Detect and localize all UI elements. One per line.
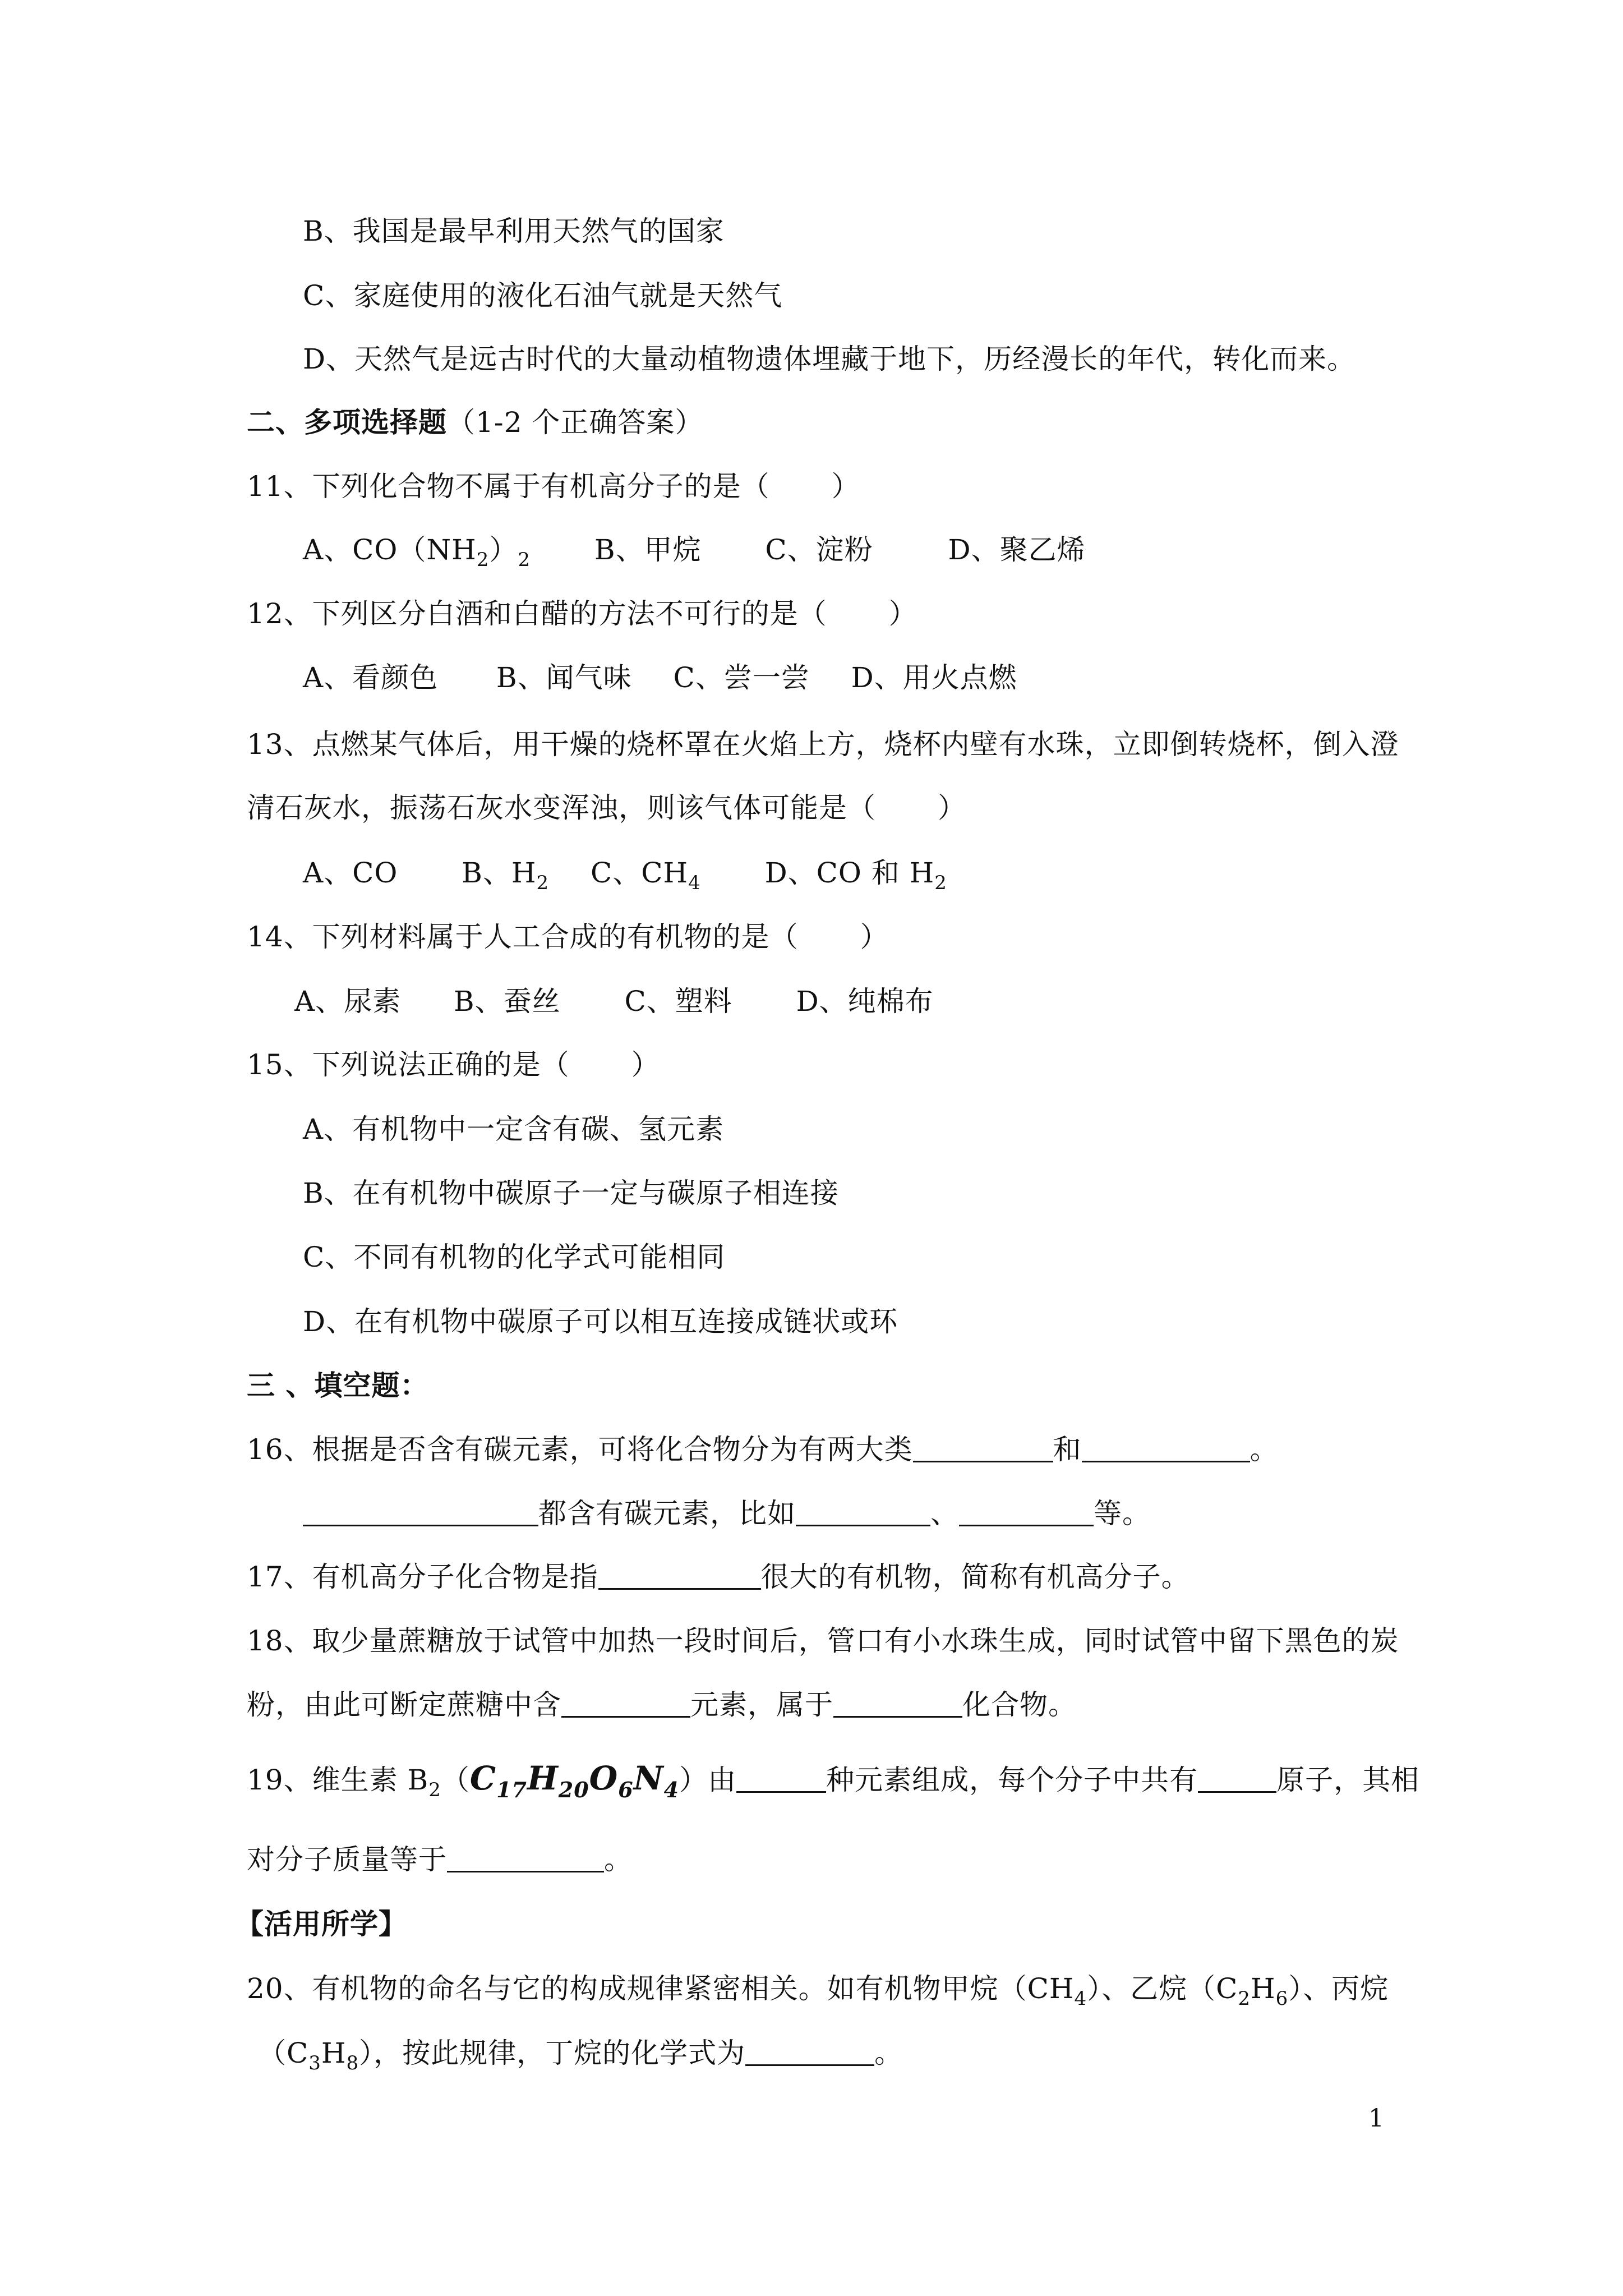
q15-stem-text: 15、下列说法正确的是（ <box>247 1048 570 1081</box>
q13-line2-text: 清石灰水，振荡石灰水变浑浊，则该气体可能是（ <box>247 792 876 824</box>
q12-option-b: B、闻气味 <box>496 661 632 694</box>
q19-line1 <box>247 1761 1419 1807</box>
section2-note: （1-2 个正确答案） <box>447 406 704 439</box>
q13-line1: 13、点燃某气体后，用干燥的烧杯罩在火焰上方，烧杯内壁有水珠，立即倒转烧杯，倒入澄 <box>247 728 1399 761</box>
q15-option-a: A、有机物中一定含有碳、氢元素 <box>303 1113 725 1145</box>
q13-options <box>303 856 947 900</box>
q13-option-c: C、$CH_4$ <box>590 857 701 894</box>
q18-line2-end: 化合物。 <box>962 1688 1077 1721</box>
q11-stem-text: 11、下列化合物不属于有机高分子的是（ <box>247 470 770 503</box>
q10-option-c: C、家庭使用的液化石油气就是天然气 <box>303 279 783 312</box>
q20-line1: 20、有机物的命名与它的构成规律紧密相关。如有机物甲烷$(CH_4)$、乙烷$(C_2H_6)$、丙烷 <box>247 1972 1389 2010</box>
q13-close: ） <box>938 792 966 824</box>
q16-line1-and: 和 <box>1053 1433 1082 1466</box>
q10-option-b: B、我国是最早利用天然气的国家 <box>303 215 725 247</box>
q16-line2 <box>303 1497 1151 1530</box>
q15-option-b: B、在有机物中碳原子一定与碳原子相连接 <box>303 1177 839 1209</box>
q19-blank-2[interactable] <box>1198 1764 1276 1793</box>
q13-option-d: D、CO 和 $H_2$ <box>764 857 947 894</box>
q19-text-mid2: 原子，其相 <box>1276 1764 1420 1796</box>
q12-option-d: D、用火点燃 <box>851 661 1017 694</box>
q20-blank[interactable] <box>745 2037 874 2066</box>
q14-option-d: D、纯棉布 <box>796 985 934 1018</box>
q12-option-a: A、看颜色 <box>303 661 439 694</box>
q19-line2-text: 对分子质量等于 <box>247 1843 447 1876</box>
q14-option-a: A、尿素 <box>294 985 402 1018</box>
q12-close: ） <box>888 597 917 630</box>
q13-option-b: B、$H_2$ <box>462 857 550 894</box>
q12-stem-text: 12、下列区分白酒和白醋的方法不可行的是（ <box>247 597 827 630</box>
q14-options <box>294 984 934 1018</box>
q14-option-c: C、塑料 <box>624 985 732 1018</box>
q19-formula: $C_{17}H_{20}O_6N_4$ <box>469 1759 680 1802</box>
q18-line1: 18、取少量蔗糖放于试管中加热一段时间后，管口有小水珠生成，同时试管中留下黑色的炭 <box>247 1625 1399 1657</box>
q19-line2-end: 。 <box>604 1843 633 1876</box>
q19-blank-3[interactable] <box>447 1844 604 1872</box>
q18-blank-1[interactable] <box>561 1689 690 1718</box>
q19-text-mid1: 种元素组成，每个分子中共有 <box>826 1764 1198 1796</box>
q16-blank-3[interactable] <box>303 1498 538 1526</box>
q12-stem <box>247 597 917 631</box>
q17-line <box>247 1560 1190 1594</box>
q16-line2-sep: 、 <box>930 1497 959 1530</box>
q12-options <box>303 661 1017 694</box>
q11-option-b: B、甲烷 <box>594 533 702 566</box>
q16-line1-text: 16、根据是否含有碳元素，可将化合物分为有两大类 <box>247 1433 913 1466</box>
q14-option-b: B、蚕丝 <box>453 985 561 1018</box>
q14-stem <box>247 920 889 954</box>
q18-line2-mid: 元素，属于 <box>690 1688 833 1721</box>
q11-stem <box>247 470 860 503</box>
q16-blank-2[interactable] <box>1082 1434 1250 1462</box>
section3-title: 三 、填空题： <box>247 1369 429 1402</box>
q15-option-c: C、不同有机物的化学式可能相同 <box>303 1241 726 1273</box>
q11-option-d: D、聚乙烯 <box>948 533 1086 566</box>
q16-line2-end: 等。 <box>1094 1497 1151 1530</box>
q20-line2: $(C_3H_8)$，按此规律，丁烷的化学式为 。 <box>258 2037 903 2074</box>
q13-option-a: A、CO <box>303 857 398 889</box>
q17-blank[interactable] <box>598 1561 761 1590</box>
q10-option-d: D、天然气是远古时代的大量动植物遗体埋藏于地下，历经漫长的年代，转化而来。 <box>303 343 1356 375</box>
q15-option-d: D、在有机物中碳原子可以相互连接成链状或环 <box>303 1305 898 1338</box>
q11-option-c: C、淀粉 <box>765 533 873 566</box>
q19-line2 <box>247 1843 633 1876</box>
q15-close: ） <box>631 1048 660 1081</box>
q16-blank-1[interactable] <box>913 1434 1053 1462</box>
q17-text-post: 很大的有机物，简称有机高分子。 <box>760 1561 1190 1593</box>
q11-option-a: A、$CO(NH_2)_2$ <box>303 533 531 571</box>
q19-blank-1[interactable] <box>736 1764 826 1793</box>
q18-blank-2[interactable] <box>833 1689 962 1718</box>
q14-stem-text: 14、下列材料属于人工合成的有机物的是（ <box>247 921 799 953</box>
q14-close: ） <box>860 921 889 953</box>
q16-blank-5[interactable] <box>959 1498 1094 1526</box>
q13-line2 <box>247 791 966 825</box>
q16-line2-text: 都含有碳元素，比如 <box>538 1497 796 1530</box>
q19-paren-close: ）由 <box>679 1764 737 1796</box>
q19-text-pre: 19、维生素 $B_2$（ <box>247 1764 470 1801</box>
q16-blank-4[interactable] <box>796 1498 930 1526</box>
q11-close: ） <box>831 470 860 503</box>
q15-stem <box>247 1048 660 1082</box>
page-number: 1 <box>1368 2104 1384 2133</box>
q12-option-c: C、尝一尝 <box>673 661 810 694</box>
q16-line1-end: 。 <box>1249 1433 1279 1466</box>
section2-title: 二、多项选择题 <box>247 406 447 439</box>
q17-text-pre: 17、有机高分子化合物是指 <box>247 1561 598 1593</box>
q11-options <box>303 533 1086 577</box>
q16-line1 <box>247 1433 1279 1466</box>
q18-line2-text: 粉，由此可断定蔗糖中含 <box>247 1688 561 1721</box>
q18-line2 <box>247 1688 1077 1722</box>
section2-heading <box>247 406 703 439</box>
section4-title: 【活用所学】 <box>236 1907 407 1940</box>
